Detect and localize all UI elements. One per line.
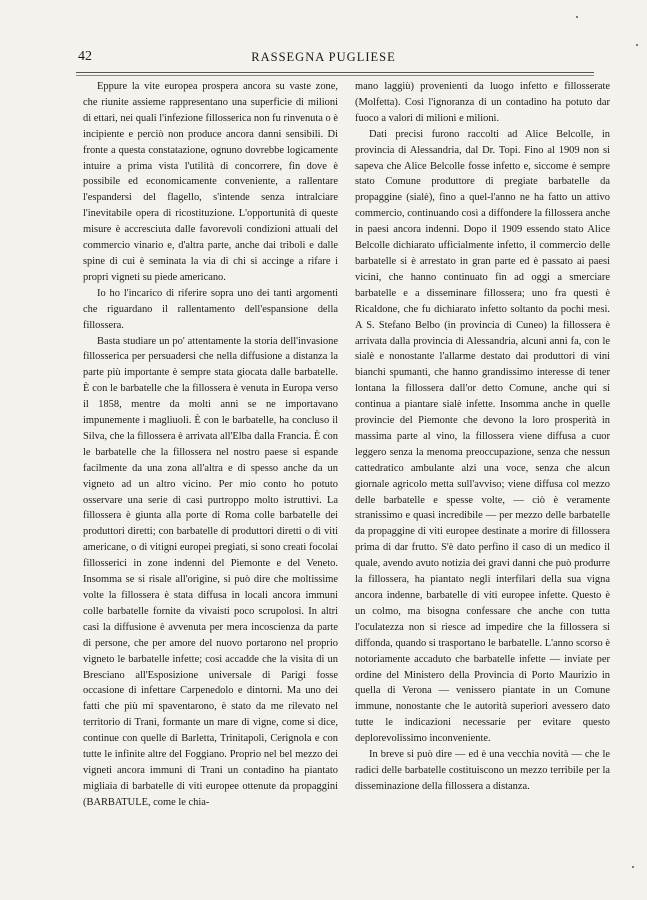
paragraph: Basta studiare un po' attentamente la storia dell'invasione fillosserica per persuadersi che nella diffusione a distanza la parte più importante è sempre stata giocata dalle barbatelle. È con le barbatelle che la fillossera è venuta in Europa verso il 1858, mentre da molti anni se ne importavano impunemente i magliuoli. È con le barbatelle, ha concluso il Silva, che la fillossera è arrivata all'Elba dalla Francia. È con le barbatelle che la fillossera nel nostro paese si espande facilmente da una zona all'altra e di spesso anche da un vigneto ad un altro vicino. Per mio conto ho potuto osservare una serie di casi purtroppo molto istruttivi. La fillossera è giunta alla porte di Roma colle barbatelle dei produttori diretti; con barbatelle di produttori diretti o di viti americane, o di vitigni europei pregiati, si sono creati focolai fillosserici in zone indenni del Piemonte e del Veneto. Insomma se si risale all'origine, si può dire che moltissime volte la fillossera è stata diffusa in locali ancora immuni colle barbatelle fornite da vivaisti poco scrupolosi. In altri casi la diffusione è avvenuta per mera incoscienza da parte di persone, che per amore del nuovo portarono nel proprio vigneto le barbatelle infette; così accadde che la visita di un Bresciano all'Esposizione universale di Parigi fosse occasione di infettare Carpenedolo e dintorni. Ma uno dei fatti che più mi spaventarono, è stato da me rilevato nel territorio di Trani, formante un mare di vigne, come si dice, continue con quelle di Barletta, Trinitapoli, Cerignola e con tutte le infinite altre del Foggiano. Proprio nel bel mezzo dei vigneti ancora immuni di Trani un contadino ha piantato migliaia di barbatelle di viti europee ottenute da propaggini (BARBATULE, come le chia- [83,335,338,808]
page-number: 42 [78,49,92,64]
scan-speck [632,866,634,868]
header-rule [76,72,594,73]
scan-speck [576,16,578,18]
running-head: RASSEGNA PUGLIESE [251,50,396,64]
paragraph: mano laggiù) provenienti da luogo infetto e fillosserate (Molfetta). Così l'ignoranza di un contadino ha potuto dar fuoco a valori di milioni e milioni. [355,81,610,124]
paragraph: In breve si può dire — ed è una vecchia novità — che le radici delle barbatelle costituiscono un mezzo terribile per la disseminazione della fillossera a distanza. [355,749,610,792]
left-column [83,79,338,811]
scan-speck [636,44,638,46]
paragraph: Dati precisi furono raccolti ad Alice Belcolle, in provincia di Alessandria, dal Dr. Topi. Fino al 1909 non si sapeva che Alice Belcolle fosse infetto e, siccome è sempre stato Comune produttore di pregiate barbatelle da propaggine (sialè), fino a quel-l'anno ne ha fatto un attivo commercio, continuando così a diffondere la fillossera anche in paesi ancora indenni. Dopo il 1909 essendo stato Alice Belcolle dichiarato ufficialmente infetto, il commercio delle barbatelle si è arrestato in gran parte ed è passato ai paesi vicini, che hanno continuato fin ad oggi a smerciare barbatelle e a disseminare fillossera; uno fra questi è Ricaldone, che fu dichiarato infetto soltanto da pochi mesi. A S. Stefano Belbo (in provincia di Cuneo) la fillossera è arrivata dalla provincia di Alessandria, alcuni anni fa, con le sialè e nonostante l'allarme destato dai produttori di vini bianchi spumanti, che hanno grandissimo interesse di tener lontana la fillossera dall'or detto Comune, anche qui si continua a piantare sialè infette. Insomma anche in quelle provincie del Piemonte che devono la loro prosperità in massima parte al vino, la fillossera viene diffusa a cuor leggero senza la menoma preoccupazione, senza che nessun cattedratico ambulante alzi una voce, senza che alcun giornale agricolo metta sull'avviso; viene diffusa col mezzo delle barbatelle e spesse volte, — ciò è veramente stranissimo e quasi incredibile — per mezzo delle barbatelle da propaggine di viti europee destinate a morire di fillossera prima di dar frutto. S'è dato perfino il caso di un medico il quale, avendo avuto notizia dei gravi danni che può produrre la fillossera, ha piantato negli interfilari della sua vigna ancora indenne, barbatelle di viti europee infette. Questo è un colmo, ma bisogna confessare che anche con tutta l'oculatezza non si riesce ad impedire che la fillossera si diffonda, quando si trasportano le barbatelle. L'anno scorso è notoriamente accaduto che barbatelle infette — inviate per ordine del Ministero della Provincia di Porto Maurizio in quella di Verona — venissero piantate in un Comune immune, nonostante che le autorità superiori avessero dato tutte le indicazioni necessarie per evitare questo deplorevolissimo inconveniente. [355,128,610,745]
header-rule-secondary [76,75,594,76]
paragraph: Eppure la vite europea prospera ancora su vaste zone, che riunite assieme rappresentano una superficie di milioni di ettari, nei quali l'infezione fillosserica non fu rinvenuta o è incipiente e perciò non produce ancora danni sensibili. Di fronte a questa constatazione, ognuno dovrebbe logicamente intuire a prima vista l'utilità di concorrere, fin dove è possibile ed economicamente conveniente, a rallentare l'espandersi del flagello, s'intende senza intralciare l'inevitabile opera di ricostituzione. L'opportunità di queste misure è accresciuta dalle favorevoli condizioni attuali del commercio vinario e, d'altra parte, anche dai triboli e dalle spine di cui è seminata la via di chi si accinge a rifare i propri vigneti su piede americano. [83,81,338,283]
right-column [355,79,610,795]
paragraph: Io ho l'incarico di riferire sopra uno dei tanti argomenti che riguardano il rallentamento dell'espansione della fillossera. [83,287,338,331]
